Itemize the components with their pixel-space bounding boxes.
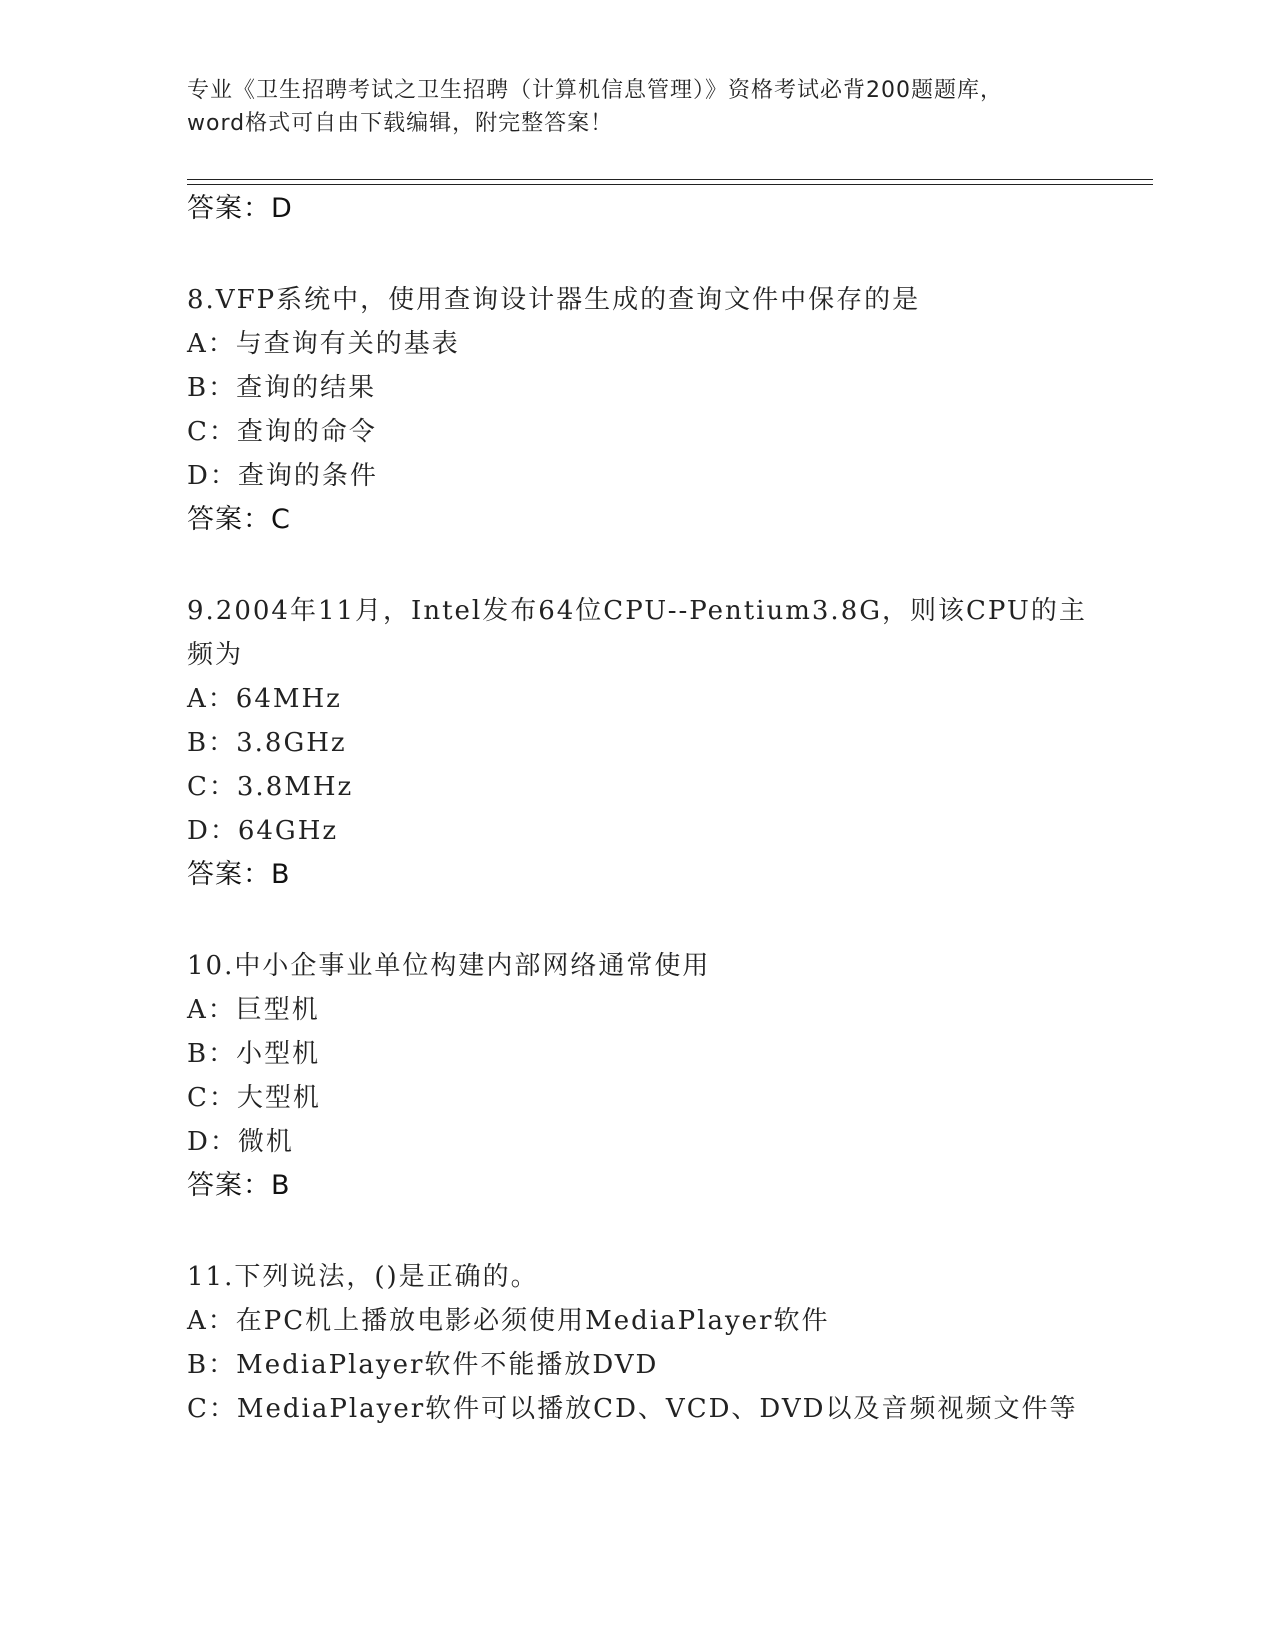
- question-11-stem: 11.下列说法，()是正确的。: [187, 1262, 539, 1292]
- question-10-stem: 10.中小企事业单位构建内部网络通常使用: [187, 951, 711, 981]
- question-11-option-c: C：MediaPlayer软件可以播放CD、VCD、DVD以及音频视频文件等: [187, 1394, 1078, 1424]
- question-11-option-b: B：MediaPlayer软件不能播放DVD: [187, 1350, 659, 1380]
- question-8-option-d: D：查询的条件: [187, 461, 378, 491]
- question-10-option-b: B：小型机: [187, 1039, 321, 1069]
- question-10-option-d: D：微机: [187, 1127, 294, 1157]
- question-8-answer: 答案：C: [187, 504, 291, 535]
- question-10-answer: 答案：B: [187, 1170, 291, 1201]
- question-9-answer: 答案：B: [187, 859, 291, 890]
- question-8-option-a: A：与查询有关的基表: [187, 329, 460, 359]
- question-9-option-c: C：3.8MHz: [187, 772, 354, 802]
- question-9-option-d: D：64GHz: [187, 816, 339, 846]
- header-line-1: 专业《卫生招聘考试之卫生招聘（计算机信息管理）》资格考试必背200题题库，: [187, 78, 1003, 103]
- question-10-option-c: C：大型机: [187, 1083, 321, 1113]
- header-rule-top: [187, 179, 1153, 180]
- question-9-stem-line-1: 9.2004年11月，Intel发布64位CPU--Pentium3.8G，则该CPU的主: [187, 596, 1087, 626]
- question-8-option-b: B：查询的结果: [187, 373, 377, 403]
- question-11-option-a: A：在PC机上播放电影必须使用MediaPlayer软件: [187, 1306, 830, 1336]
- question-8-option-c: C：查询的命令: [187, 417, 377, 447]
- answer-previous: 答案：D: [187, 193, 293, 224]
- header-rule-bottom: [187, 184, 1153, 185]
- question-9-option-a: A：64MHz: [187, 684, 342, 714]
- question-10-option-a: A：巨型机: [187, 995, 320, 1025]
- question-9-stem-line-2: 频为: [187, 640, 244, 670]
- header-line-2: word格式可自由下载编辑，附完整答案！: [187, 111, 614, 136]
- question-8-stem: 8.VFP系统中，使用查询设计器生成的查询文件中保存的是: [187, 285, 921, 315]
- document-header: [187, 74, 1087, 140]
- question-9-option-b: B：3.8GHz: [187, 728, 347, 758]
